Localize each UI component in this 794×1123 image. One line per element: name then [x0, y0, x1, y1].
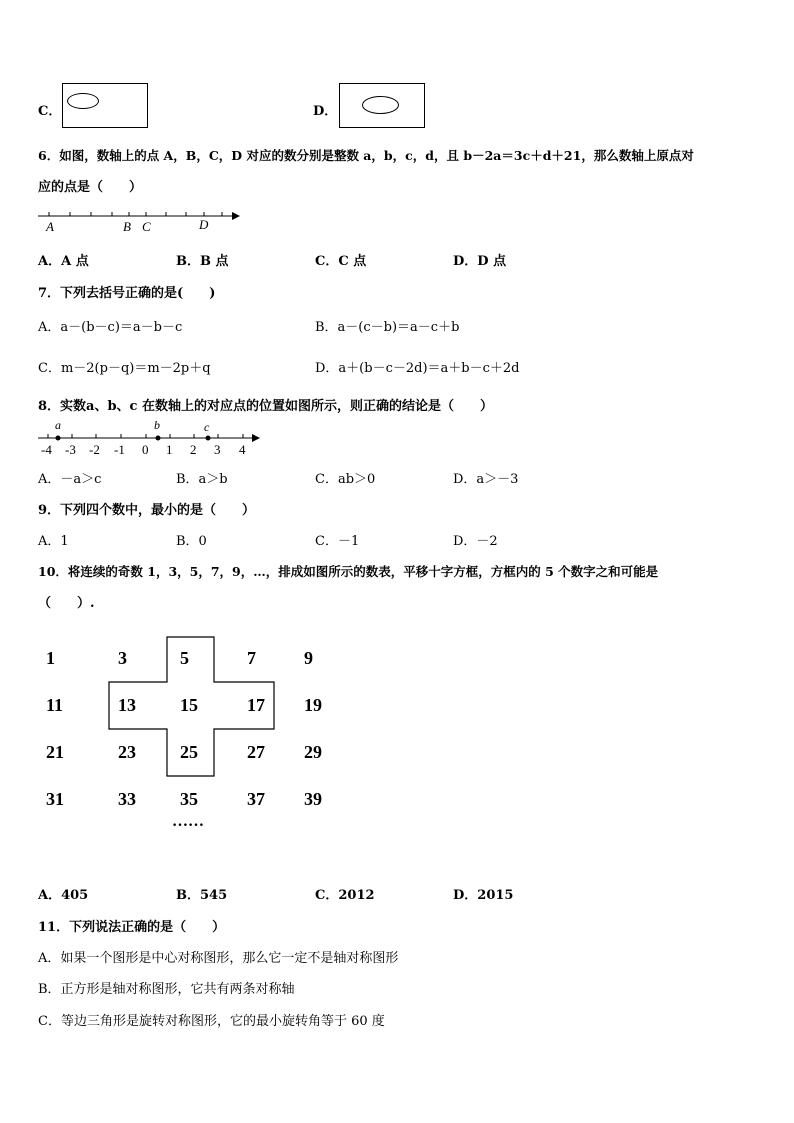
q8-option-c: C．ab＞0 [315, 472, 376, 487]
grid-cell: 37 [247, 789, 265, 809]
ellipse-shape [67, 93, 99, 109]
tick-label: -3 [65, 442, 76, 457]
point-label-c: c [204, 420, 210, 434]
q6-option-c: C．C 点 [315, 254, 367, 269]
tick-label: 3 [214, 442, 221, 457]
q7-option-c: C．m－2(p－q)＝m－2p＋q [38, 361, 211, 376]
tick-label: 0 [142, 442, 149, 457]
axis-label-c: C [142, 219, 151, 234]
tick-label: 1 [166, 442, 173, 457]
q8-option-d: D．a＞－3 [453, 472, 519, 487]
q6-stem-line1: 6．如图，数轴上的点 A，B，C，D 对应的数分别是整数 a，b，c，d，且 b－2a＝3c＋d＋21，那么数轴上原点对 [38, 148, 694, 163]
tick-label: -1 [114, 442, 125, 457]
q10-stem-line1: 10．将连续的奇数 1，3，5，7，9，…，排成如图所示的数表，平移十字方框，方框内的 5 个数字之和可能是 [38, 564, 659, 579]
q5-option-d-figure [339, 83, 425, 128]
axis-label-b: B [123, 219, 131, 234]
grid-cell: 31 [46, 789, 64, 809]
grid-cell: 35 [180, 789, 198, 809]
q7-option-d: D．a＋(b－c－2d)＝a＋b－c＋2d [315, 361, 520, 376]
grid-ellipsis: …… [172, 813, 204, 830]
q7-option-a: A．a－(b－c)＝a－b－c [38, 320, 183, 335]
q8-stem: 8．实数a、b、c 在数轴上的对应点的位置如图所示，则正确的结论是（ ） [38, 399, 494, 414]
point-a [56, 436, 61, 441]
q5-option-c-label: C． [38, 104, 62, 119]
q10-option-d: D．2015 [453, 888, 514, 903]
q10-option-a: A．405 [38, 888, 89, 903]
grid-cell: 13 [118, 695, 136, 715]
grid-cell: 15 [180, 695, 198, 715]
q10-stem-line2: （ ）. [38, 596, 95, 611]
tick-label: 4 [239, 442, 246, 457]
grid-cell: 29 [304, 742, 322, 762]
q5-option-d-label: D． [313, 104, 338, 119]
q9-option-d: D．－2 [453, 534, 498, 549]
q9-option-b: B．0 [176, 534, 207, 549]
q9-stem: 9．下列四个数中，最小的是（ ） [38, 503, 256, 518]
grid-cell: 39 [304, 789, 322, 809]
q6-option-b: B．B 点 [176, 254, 229, 269]
cross-frame [108, 636, 308, 786]
grid-cell: 27 [247, 742, 265, 762]
grid-cell: 23 [118, 742, 136, 762]
point-b [156, 436, 161, 441]
q9-option-a: A．1 [38, 534, 69, 549]
q10-option-c: C．2012 [315, 888, 375, 903]
grid-cell: 11 [46, 695, 64, 715]
point-label-b: b [154, 418, 160, 432]
q6-stem-line2: 应的点是（ ） [38, 180, 143, 195]
q6-option-d: D．D 点 [453, 254, 507, 269]
q11-option-a: A．如果一个图形是中心对称图形，那么它一定不是轴对称图形 [38, 951, 399, 966]
q7-option-b: B．a－(c－b)＝a－c＋b [315, 320, 460, 335]
grid-cell: 19 [304, 695, 322, 715]
tick-label: 2 [190, 442, 197, 457]
q9-option-c: C．－1 [315, 534, 360, 549]
tick-label: -2 [89, 442, 100, 457]
grid-cell: 17 [247, 695, 265, 715]
q11-stem: 11．下列说法正确的是（ ） [38, 920, 226, 935]
grid-cell: 5 [180, 648, 189, 668]
point-label-a: a [55, 418, 61, 432]
ellipse-shape [362, 96, 399, 114]
grid-cell: 9 [304, 648, 313, 668]
axis-label-d: D [199, 217, 209, 232]
q8-option-b: B．a＞b [176, 472, 228, 487]
q7-stem: 7．下列去括号正确的是( ) [38, 286, 216, 301]
q5-option-c-figure [62, 83, 148, 128]
grid-cell: 21 [46, 742, 64, 762]
q8-option-a: A．－a＞c [38, 472, 102, 487]
grid-cell: 1 [46, 648, 55, 668]
grid-cell: 3 [118, 648, 127, 668]
grid-cell: 7 [247, 648, 256, 668]
q8-number-line [36, 418, 266, 460]
grid-cell: 25 [180, 742, 198, 762]
q11-option-c: C．等边三角形是旋转对称图形，它的最小旋转角等于 60 度 [38, 1014, 385, 1029]
grid-cell: 33 [118, 789, 136, 809]
point-c [206, 436, 211, 441]
q6-option-a: A．A 点 [38, 254, 89, 269]
tick-label: -4 [41, 442, 52, 457]
q10-option-b: B．545 [176, 888, 228, 903]
q6-number-line [36, 206, 246, 236]
axis-label-a: A [46, 219, 54, 234]
q11-option-b: B．正方形是轴对称图形，它共有两条对称轴 [38, 982, 295, 997]
